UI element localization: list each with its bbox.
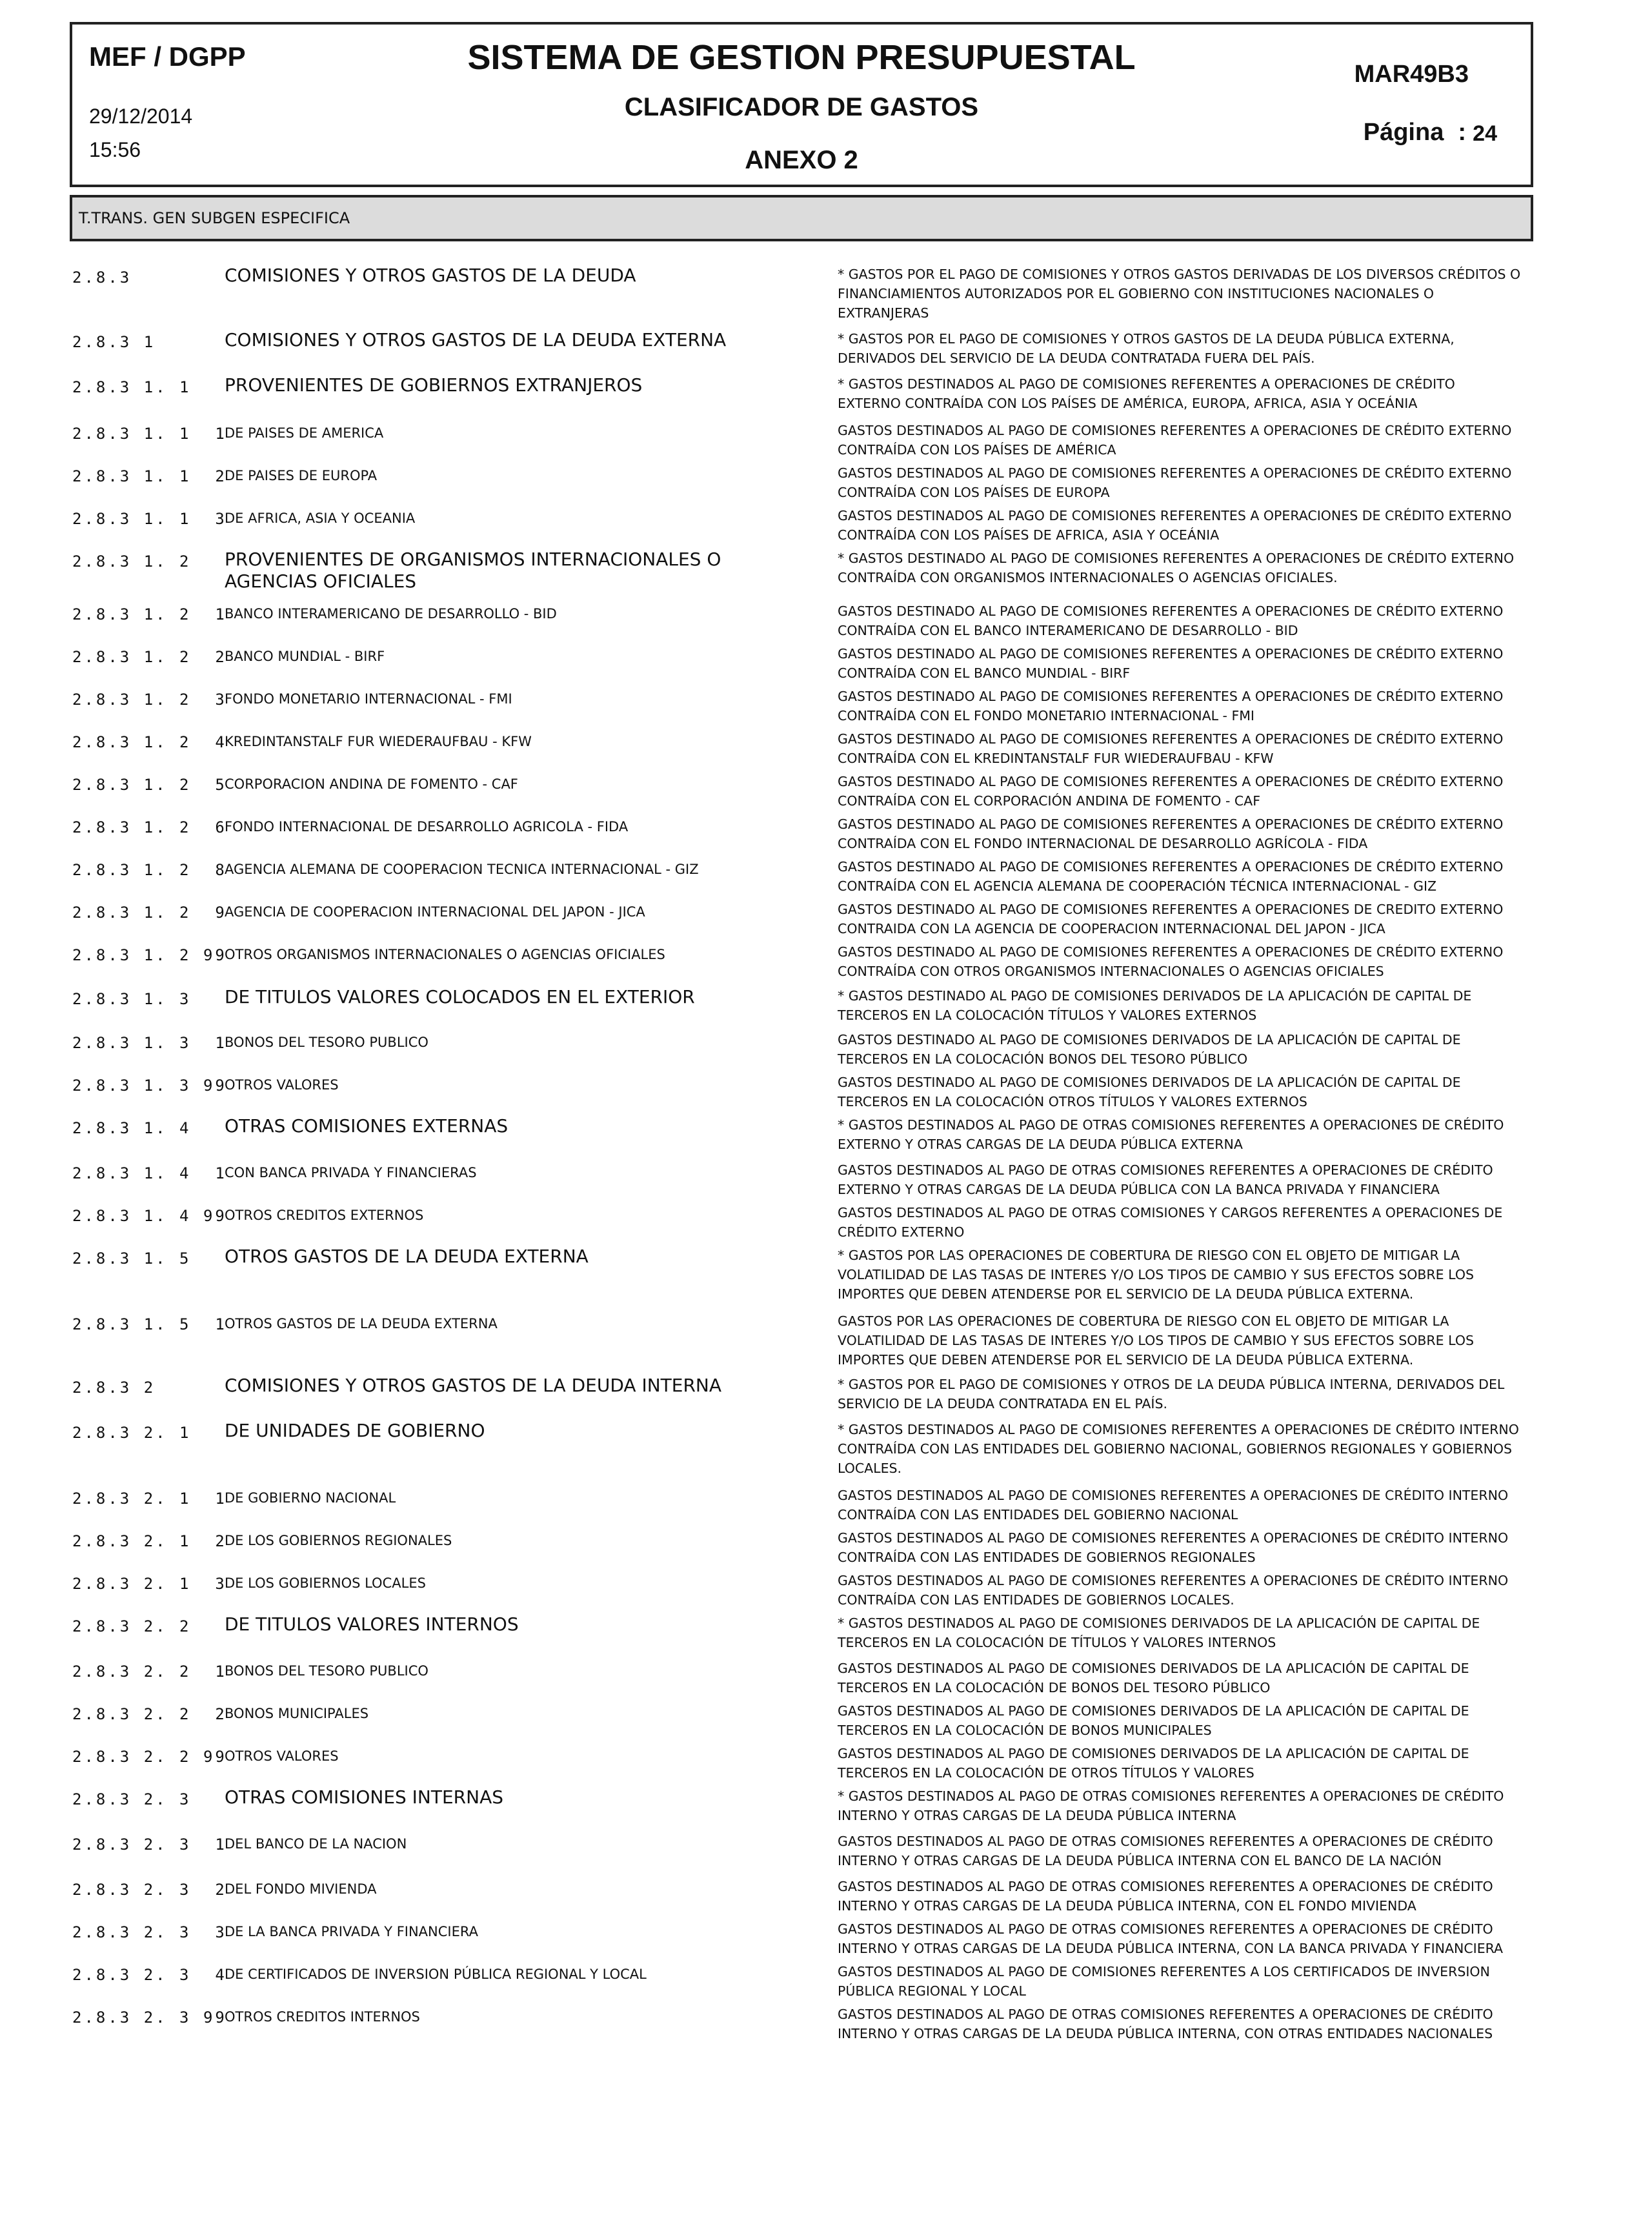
classifier-code: 2.8.3 1. 2 4 bbox=[72, 733, 227, 751]
classifier-name: OTROS CREDITOS EXTERNOS bbox=[225, 1208, 424, 1223]
classifier-name: BONOS DEL TESORO PUBLICO bbox=[225, 1035, 428, 1050]
classifier-description: * GASTOS DESTINADOS AL PAGO DE COMISIONES REFERENTES A OPERACIONES DE CRÉDITO INTERNO CONTRAÍDA CON LAS ENTIDADES DEL GOBIERNO NACIONAL, GOBIERNOS REGIONALES Y GOBIERNOS LOCALES. bbox=[838, 1422, 1519, 1476]
report-date: 29/12/2014 bbox=[89, 105, 193, 128]
classifier-code: 2.8.3 2. 2 2 bbox=[72, 1705, 227, 1723]
classifier-description: GASTOS DESTINADO AL PAGO DE COMISIONES REFERENTES A OPERACIONES DE CREDITO EXTERNO CONTRAIDA CON LA AGENCIA DE COOPERACION INTERNACIONAL DEL JAPON - JICA bbox=[838, 902, 1504, 936]
classifier-code: 2.8.3 2. 1 bbox=[72, 1424, 192, 1442]
classifier-name: DE GOBIERNO NACIONAL bbox=[225, 1490, 396, 1506]
classifier-description: GASTOS DESTINADO AL PAGO DE COMISIONES DERIVADOS DE LA APLICACIÓN DE CAPITAL DE TERCEROS EN LA COLOCACIÓN OTROS TÍTULOS Y VALORES EXTERNOS bbox=[838, 1075, 1461, 1109]
classifier-description: GASTOS DESTINADOS AL PAGO DE COMISIONES DERIVADOS DE LA APLICACIÓN DE CAPITAL DE TERCEROS EN LA COLOCACIÓN DE BONOS DEL TESORO PÚBLICO bbox=[838, 1661, 1469, 1695]
classifier-name: BONOS DEL TESORO PUBLICO bbox=[225, 1663, 428, 1679]
classifier-description: GASTOS DESTINADO AL PAGO DE COMISIONES REFERENTES A OPERACIONES DE CRÉDITO EXTERNO CONTRAÍDA CON EL BANCO INTERAMERICANO DE DESARROLLO - BID bbox=[838, 603, 1504, 638]
classifier-name: DE CERTIFICADOS DE INVERSION PÚBLICA REGIONAL Y LOCAL bbox=[225, 1967, 647, 1982]
classifier-code: 2.8.3 1. 2 99 bbox=[72, 946, 227, 964]
classifier-code: 2.8.3 1. 4 bbox=[72, 1119, 192, 1137]
classifier-description: * GASTOS DESTINADOS AL PAGO DE COMISIONES DERIVADOS DE LA APLICACIÓN DE CAPITAL DE TERCEROS EN LA COLOCACIÓN DE TÍTULOS Y VALORES INTERNOS bbox=[838, 1615, 1480, 1650]
classifier-code: 2.8.3 2. 3 2 bbox=[72, 1881, 227, 1899]
page-label: Página : bbox=[1363, 119, 1466, 146]
report-header bbox=[70, 22, 1533, 187]
classifier-description: * GASTOS DESTINADO AL PAGO DE COMISIONES DERIVADOS DE LA APLICACIÓN DE CAPITAL DE TERCEROS EN LA COLOCACIÓN TÍTULOS Y VALORES EXTERNOS bbox=[838, 988, 1472, 1023]
classifier-name: COMISIONES Y OTROS GASTOS DE LA DEUDA EXTERNA bbox=[225, 329, 727, 350]
classifier-name: DEL FONDO MIVIENDA bbox=[225, 1881, 377, 1897]
classifier-code: 2.8.3 1. 4 1 bbox=[72, 1164, 227, 1182]
classifier-name: AGENCIA ALEMANA DE COOPERACION TECNICA INTERNACIONAL - GIZ bbox=[225, 862, 699, 877]
classifier-name: DE TITULOS VALORES INTERNOS bbox=[225, 1613, 519, 1635]
column-header-label: T.TRANS. GEN SUBGEN ESPECIFICA bbox=[79, 209, 350, 227]
classifier-description: * GASTOS DESTINADO AL PAGO DE COMISIONES REFERENTES A OPERACIONES DE CRÉDITO EXTERNO CONTRAÍDA CON ORGANISMOS INTERNACIONALES O AGENCIAS OFICIALES. bbox=[838, 551, 1515, 585]
classifier-name: COMISIONES Y OTROS GASTOS DE LA DEUDA INTERNA bbox=[225, 1375, 722, 1396]
classifier-description: GASTOS DESTINADOS AL PAGO DE COMISIONES DERIVADOS DE LA APLICACIÓN DE CAPITAL DE TERCEROS EN LA COLOCACIÓN DE BONOS MUNICIPALES bbox=[838, 1703, 1469, 1738]
classifier-code: 2.8.3 1. 2 2 bbox=[72, 648, 227, 666]
classifier-name: CORPORACION ANDINA DE FOMENTO - CAF bbox=[225, 776, 518, 792]
classifier-description: GASTOS DESTINADOS AL PAGO DE OTRAS COMISIONES REFERENTES A OPERACIONES DE CRÉDITO INTERNO Y OTRAS CARGAS DE LA DEUDA PÚBLICA INTERNA, CON LA BANCA PRIVADA Y FINANCIERA bbox=[838, 1921, 1504, 1956]
classifier-code: 2.8.3 2. 2 bbox=[72, 1617, 192, 1635]
classifier-code: 2.8.3 2. 3 3 bbox=[72, 1923, 227, 1941]
report-title: SISTEMA DE GESTION PRESUPUESTAL bbox=[467, 38, 1136, 77]
classifier-description: GASTOS DESTINADOS AL PAGO DE COMISIONES REFERENTES A OPERACIONES DE CRÉDITO INTERNO CONTRAÍDA CON LAS ENTIDADES DEL GOBIERNO NACIONAL bbox=[838, 1488, 1509, 1522]
classifier-code: 2.8.3 1. 2 5 bbox=[72, 776, 227, 794]
classifier-description: GASTOS DESTINADO AL PAGO DE COMISIONES DERIVADOS DE LA APLICACIÓN DE CAPITAL DE TERCEROS EN LA COLOCACIÓN BONOS DEL TESORO PÚBLICO bbox=[838, 1032, 1461, 1067]
classifier-description: GASTOS DESTINADOS AL PAGO DE COMISIONES REFERENTES A LOS CERTIFICADOS DE INVERSION PÚBLICA REGIONAL Y LOCAL bbox=[838, 1964, 1490, 1999]
report-subtitle: CLASIFICADOR DE GASTOS bbox=[624, 93, 979, 121]
classifier-name: DE AFRICA, ASIA Y OCEANIA bbox=[225, 511, 416, 526]
column-header-bar bbox=[70, 195, 1533, 241]
classifier-name: PROVENIENTES DE GOBIERNOS EXTRANJEROS bbox=[225, 374, 643, 396]
classifier-name: DEL BANCO DE LA NACION bbox=[225, 1836, 407, 1852]
classifier-code: 2.8.3 1. 2 9 bbox=[72, 904, 227, 922]
classifier-name: DE LA BANCA PRIVADA Y FINANCIERA bbox=[225, 1924, 478, 1939]
classifier-name: KREDINTANSTALF FUR WIEDERAUFBAU - KFW bbox=[225, 734, 532, 749]
classifier-code: 2.8.3 1. 4 99 bbox=[72, 1207, 227, 1225]
classifier-description: GASTOS DESTINADO AL PAGO DE COMISIONES REFERENTES A OPERACIONES DE CRÉDITO EXTERNO CONTRAÍDA CON EL CORPORACIÓN ANDINA DE FOMENTO - CAF bbox=[838, 774, 1504, 809]
classifier-name: DE TITULOS VALORES COLOCADOS EN EL EXTERIOR bbox=[225, 986, 695, 1007]
classifier-name: AGENCIA DE COOPERACION INTERNACIONAL DEL JAPON - JICA bbox=[225, 904, 645, 920]
classifier-name: DE PAISES DE AMERICA bbox=[225, 425, 384, 441]
classifier-code: 2.8.3 1. 1 bbox=[72, 378, 192, 396]
classifier-code: 2.8.3 bbox=[72, 268, 132, 287]
classifier-description: * GASTOS POR LAS OPERACIONES DE COBERTURA DE RIESGO CON EL OBJETO DE MITIGAR LA VOLATILIDAD DE LAS TASAS DE INTERES Y/O LOS TIPOS DE CAMBIO Y SUS EFECTOS SOBRE LOS IMPORTES QUE DEBEN ATENDERSE POR EL SERVICIO DE LA DEUDA PÚBLICA EXTERNA. bbox=[838, 1248, 1474, 1302]
classifier-code: 2.8.3 2. 3 bbox=[72, 1790, 192, 1808]
classifier-name: OTROS CREDITOS INTERNOS bbox=[225, 2009, 420, 2025]
classifier-code: 2.8.3 1. 2 3 bbox=[72, 691, 227, 709]
classifier-description: GASTOS POR LAS OPERACIONES DE COBERTURA DE RIESGO CON EL OBJETO DE MITIGAR LA VOLATILIDAD DE LAS TASAS DE INTERES Y/O LOS TIPOS DE CAMBIO Y SUS EFECTOS SOBRE LOS IMPORTES QUE DEBEN ATENDERSE POR EL SERVICIO DE LA DEUDA PÚBLICA EXTERNA. bbox=[838, 1313, 1474, 1368]
classifier-code: 2.8.3 1. 2 6 bbox=[72, 818, 227, 836]
classifier-description: GASTOS DESTINADOS AL PAGO DE COMISIONES DERIVADOS DE LA APLICACIÓN DE CAPITAL DE TERCEROS EN LA COLOCACIÓN DE OTROS TÍTULOS Y VALORES bbox=[838, 1746, 1469, 1781]
report-time: 15:56 bbox=[89, 138, 141, 161]
classifier-code: 2.8.3 1. 2 8 bbox=[72, 861, 227, 879]
classifier-name: OTROS ORGANISMOS INTERNACIONALES O AGENCIAS OFICIALES bbox=[225, 947, 665, 962]
classifier-name: OTROS GASTOS DE LA DEUDA EXTERNA bbox=[225, 1246, 589, 1267]
classifier-description: * GASTOS POR EL PAGO DE COMISIONES Y OTROS GASTOS DERIVADAS DE LOS DIVERSOS CRÉDITOS O FINANCIAMIENTOS AUTORIZADOS POR EL GOBIERNO CON INSTITUCIONES NACIONALES O EXTRANJERAS bbox=[838, 267, 1521, 321]
classifier-description: * GASTOS POR EL PAGO DE COMISIONES Y OTROS GASTOS DE LA DEUDA PÚBLICA EXTERNA, DERIVADOS DEL SERVICIO DE LA DEUDA CONTRATADA FUERA DEL PAÍS. bbox=[838, 331, 1455, 366]
classifier-description: GASTOS DESTINADO AL PAGO DE COMISIONES REFERENTES A OPERACIONES DE CRÉDITO EXTERNO CONTRAÍDA CON OTROS ORGANISMOS INTERNACIONALES O AGENCIAS OFICIALES bbox=[838, 944, 1504, 979]
classifier-name: FONDO MONETARIO INTERNACIONAL - FMI bbox=[225, 691, 512, 707]
classifier-name: DE LOS GOBIERNOS LOCALES bbox=[225, 1575, 426, 1591]
classifier-code: 2.8.3 1. 3 1 bbox=[72, 1034, 227, 1052]
classifier-code: 2.8.3 1. 1 1 bbox=[72, 425, 227, 443]
classifier-name: CON BANCA PRIVADA Y FINANCIERAS bbox=[225, 1165, 477, 1180]
classifier-description: GASTOS DESTINADOS AL PAGO DE COMISIONES REFERENTES A OPERACIONES DE CRÉDITO INTERNO CONTRAÍDA CON LAS ENTIDADES DE GOBIERNOS REGIONALES bbox=[838, 1530, 1509, 1565]
classifier-description: * GASTOS POR EL PAGO DE COMISIONES Y OTROS DE LA DEUDA PÚBLICA INTERNA, DERIVADOS DEL SERVICIO DE LA DEUDA CONTRATADA EN EL PAÍS. bbox=[838, 1377, 1505, 1411]
classifier-description: GASTOS DESTINADO AL PAGO DE COMISIONES REFERENTES A OPERACIONES DE CRÉDITO EXTERNO CONTRAÍDA CON EL BANCO MUNDIAL - BIRF bbox=[838, 646, 1504, 681]
classifier-name: OTROS GASTOS DE LA DEUDA EXTERNA bbox=[225, 1316, 498, 1331]
classifier-description: GASTOS DESTINADO AL PAGO DE COMISIONES REFERENTES A OPERACIONES DE CRÉDITO EXTERNO CONTRAÍDA CON EL FONDO MONETARIO INTERNACIONAL - FMI bbox=[838, 689, 1504, 723]
classifier-description: GASTOS DESTINADOS AL PAGO DE COMISIONES REFERENTES A OPERACIONES DE CRÉDITO EXTERNO CONTRAÍDA CON LOS PAÍSES DE AMÉRICA bbox=[838, 423, 1512, 458]
classifier-name: OTRAS COMISIONES EXTERNAS bbox=[225, 1115, 509, 1137]
classifier-code: 2.8.3 1. 2 bbox=[72, 552, 192, 571]
classifier-code: 2.8.3 2. 1 2 bbox=[72, 1532, 227, 1550]
classifier-code: 2.8.3 2. 3 4 bbox=[72, 1966, 227, 1984]
page-number: 24 bbox=[1473, 121, 1497, 146]
classifier-name: OTROS VALORES bbox=[225, 1077, 339, 1093]
classifier-description: * GASTOS DESTINADOS AL PAGO DE OTRAS COMISIONES REFERENTES A OPERACIONES DE CRÉDITO EXTERNO Y OTRAS CARGAS DE LA DEUDA PÚBLICA EXTERNA bbox=[838, 1117, 1504, 1152]
classifier-description: GASTOS DESTINADOS AL PAGO DE COMISIONES REFERENTES A OPERACIONES DE CRÉDITO EXTERNO CONTRAÍDA CON LOS PAÍSES DE EUROPA bbox=[838, 465, 1512, 500]
classifier-description: * GASTOS DESTINADOS AL PAGO DE OTRAS COMISIONES REFERENTES A OPERACIONES DE CRÉDITO INTERNO Y OTRAS CARGAS DE LA DEUDA PÚBLICA INTERNA bbox=[838, 1788, 1504, 1823]
classifier-code: 2.8.3 2. 1 1 bbox=[72, 1490, 227, 1508]
classifier-name: BANCO INTERAMERICANO DE DESARROLLO - BID bbox=[225, 606, 557, 622]
classifier-description: GASTOS DESTINADOS AL PAGO DE OTRAS COMISIONES Y CARGOS REFERENTES A OPERACIONES DE CRÉDITO EXTERNO bbox=[838, 1205, 1503, 1240]
classifier-description: GASTOS DESTINADOS AL PAGO DE OTRAS COMISIONES REFERENTES A OPERACIONES DE CRÉDITO INTERNO Y OTRAS CARGAS DE LA DEUDA PÚBLICA INTERNA, CON OTRAS ENTIDADES NACIONALES bbox=[838, 2007, 1493, 2041]
classifier-description: GASTOS DESTINADO AL PAGO DE COMISIONES REFERENTES A OPERACIONES DE CRÉDITO EXTERNO CONTRAÍDA CON EL AGENCIA ALEMANA DE COOPERACIÓN TÉCNICA INTERNACIONAL - GIZ bbox=[838, 859, 1504, 894]
classifier-name: OTROS VALORES bbox=[225, 1748, 339, 1764]
classifier-code: 2.8.3 2. 1 3 bbox=[72, 1575, 227, 1593]
classifier-code: 2.8.3 2. 3 99 bbox=[72, 2008, 227, 2027]
classifier-description: * GASTOS DESTINADOS AL PAGO DE COMISIONES REFERENTES A OPERACIONES DE CRÉDITO EXTERNO CONTRAÍDA CON LOS PAÍSES DE AMÉRICA, EUROPA, AFRICA, ASIA Y OCEÁNIA bbox=[838, 376, 1455, 411]
page-colon: : bbox=[1458, 119, 1466, 146]
classifier-code: 2.8.3 2. 3 1 bbox=[72, 1836, 227, 1854]
classifier-code: 2.8.3 1 bbox=[72, 333, 156, 351]
classifier-code: 2.8.3 1. 3 bbox=[72, 990, 192, 1008]
classifier-name: COMISIONES Y OTROS GASTOS DE LA DEUDA bbox=[225, 265, 636, 286]
classifier-code: 2.8.3 1. 5 1 bbox=[72, 1315, 227, 1333]
classifier-description: GASTOS DESTINADOS AL PAGO DE OTRAS COMISIONES REFERENTES A OPERACIONES DE CRÉDITO INTERNO Y OTRAS CARGAS DE LA DEUDA PÚBLICA INTERNA, CON EL FONDO MIVIENDA bbox=[838, 1879, 1493, 1914]
classifier-description: GASTOS DESTINADOS AL PAGO DE OTRAS COMISIONES REFERENTES A OPERACIONES DE CRÉDITO INTERNO Y OTRAS CARGAS DE LA DEUDA PÚBLICA INTERNA CON EL BANCO DE LA NACIÓN bbox=[838, 1834, 1493, 1868]
report-code: MAR49B3 bbox=[1354, 61, 1469, 88]
classifier-name: PROVENIENTES DE ORGANISMOS INTERNACIONALES O AGENCIAS OFICIALES bbox=[225, 549, 721, 592]
classifier-code: 2.8.3 2. 2 99 bbox=[72, 1748, 227, 1766]
classifier-description: GASTOS DESTINADOS AL PAGO DE OTRAS COMISIONES REFERENTES A OPERACIONES DE CRÉDITO EXTERNO Y OTRAS CARGAS DE LA DEUDA PÚBLICA CON LA BANCA PRIVADA Y FINANCIERA bbox=[838, 1162, 1493, 1197]
classifier-name: DE UNIDADES DE GOBIERNO bbox=[225, 1420, 485, 1441]
classifier-name: DE LOS GOBIERNOS REGIONALES bbox=[225, 1533, 452, 1548]
classifier-code: 2.8.3 1. 3 99 bbox=[72, 1077, 227, 1095]
classifier-name: FONDO INTERNACIONAL DE DESARROLLO AGRICOLA - FIDA bbox=[225, 819, 629, 834]
classifier-description: GASTOS DESTINADO AL PAGO DE COMISIONES REFERENTES A OPERACIONES DE CRÉDITO EXTERNO CONTRAÍDA CON EL FONDO INTERNACIONAL DE DESARROLLO AGRÍCOLA - FIDA bbox=[838, 816, 1504, 851]
classifier-code: 2.8.3 1. 5 bbox=[72, 1249, 192, 1268]
organization-label: MEF / DGPP bbox=[89, 41, 246, 72]
classifier-name: OTRAS COMISIONES INTERNAS bbox=[225, 1786, 504, 1808]
classifier-name: BANCO MUNDIAL - BIRF bbox=[225, 649, 385, 664]
classifier-description: GASTOS DESTINADOS AL PAGO DE COMISIONES REFERENTES A OPERACIONES DE CRÉDITO EXTERNO CONTRAÍDA CON LOS PAÍSES DE AFRICA, ASIA Y OCEÁNIA bbox=[838, 508, 1512, 543]
classifier-code: 2.8.3 1. 1 3 bbox=[72, 510, 227, 528]
classifier-code: 2.8.3 2 bbox=[72, 1379, 156, 1397]
annex-label: ANEXO 2 bbox=[745, 146, 858, 174]
classifier-name: BONOS MUNICIPALES bbox=[225, 1706, 369, 1721]
classifier-name: DE PAISES DE EUROPA bbox=[225, 468, 378, 483]
classifier-description: GASTOS DESTINADO AL PAGO DE COMISIONES REFERENTES A OPERACIONES DE CRÉDITO EXTERNO CONTRAÍDA CON EL KREDINTANSTALF FUR WIEDERAUFBAU - KFW bbox=[838, 731, 1504, 766]
classifier-code: 2.8.3 2. 2 1 bbox=[72, 1663, 227, 1681]
classifier-description: GASTOS DESTINADOS AL PAGO DE COMISIONES REFERENTES A OPERACIONES DE CRÉDITO INTERNO CONTRAÍDA CON LAS ENTIDADES DE GOBIERNOS LOCALES. bbox=[838, 1573, 1509, 1608]
classifier-code: 2.8.3 1. 1 2 bbox=[72, 467, 227, 485]
classifier-code: 2.8.3 1. 2 1 bbox=[72, 605, 227, 623]
